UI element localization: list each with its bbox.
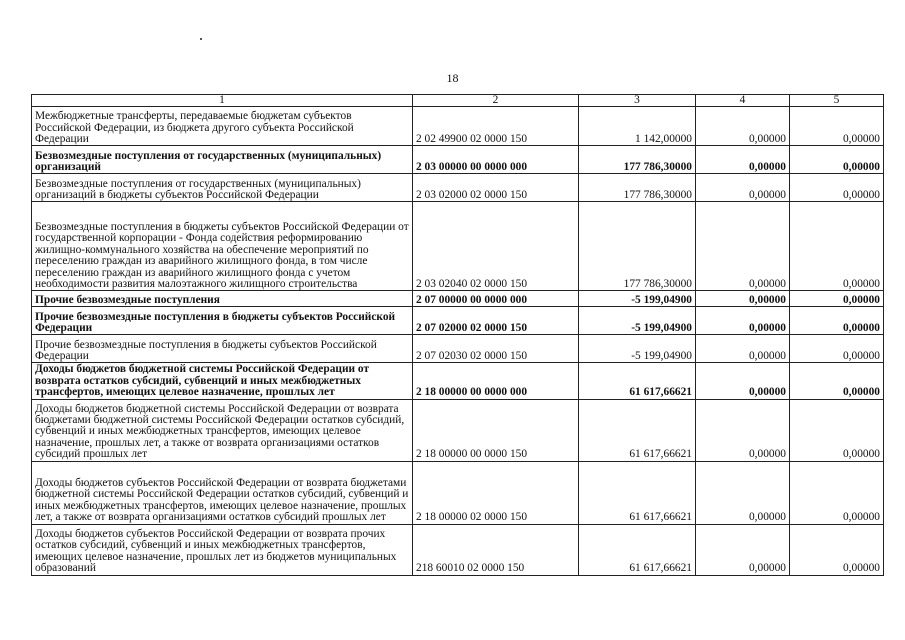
revenue-name-cell: Прочие безвозмездные поступления [32, 291, 413, 307]
page-number: 18 [446, 71, 459, 85]
budget-code-cell: 2 18 00000 00 0000 150 [413, 399, 579, 461]
amount-cell: 0,00000 [696, 335, 790, 363]
amount-cell: 0,00000 [790, 146, 884, 174]
table-row [32, 363, 884, 399]
amount-cell: 0,00000 [790, 291, 884, 307]
amount-cell: 0,00000 [790, 524, 884, 575]
amount-cell: 0,00000 [696, 399, 790, 461]
amount-cell: 177 786,30000 [579, 202, 696, 291]
budget-code-cell: 2 07 02030 02 0000 150 [413, 335, 579, 363]
amount-cell: 0,00000 [696, 461, 790, 524]
amount-cell: 61 617,66621 [579, 461, 696, 524]
table-header-row [32, 95, 884, 107]
amount-cell: 61 617,66621 [579, 363, 696, 399]
revenue-name-cell: Безвозмездные поступления от государственных (муниципальных) организаций [32, 146, 413, 174]
amount-cell: 0,00000 [790, 202, 884, 291]
table-row [32, 202, 884, 291]
revenue-name-cell: Доходы бюджетов бюджетной системы Российской Федерации от возврата бюджетами бюджетной системы Российской Федерации остатков субсидий, субвенций и иных межбюджетных трансфертов, имеющих целевое назначение, прошлых лет, а также от возврата организациями остатков субсидий прошлых лет [32, 399, 413, 461]
table-row [32, 307, 884, 335]
column-header: 3 [579, 95, 696, 107]
amount-cell: 177 786,30000 [579, 174, 696, 202]
budget-code-cell: 2 18 00000 00 0000 000 [413, 363, 579, 399]
revenue-name-cell: Прочие безвозмездные поступления в бюджеты субъектов Российской Федерации [32, 307, 413, 335]
budget-code-cell: 2 07 02000 02 0000 150 [413, 307, 579, 335]
amount-cell: 61 617,66621 [579, 524, 696, 575]
revenue-name-cell: Доходы бюджетов субъектов Российской Федерации от возврата бюджетами бюджетной системы Российской Федерации остатков субсидий, субвенций и иных межбюджетных трансфертов, имеющих целевое назначение, прошлых лет, а также от возврата организациями остатков субсидий прошлых лет [32, 461, 413, 524]
budget-code-cell: 2 03 02000 02 0000 150 [413, 174, 579, 202]
budget-revenue-table [31, 94, 884, 576]
amount-cell: 0,00000 [696, 146, 790, 174]
budget-code-cell: 2 18 00000 02 0000 150 [413, 461, 579, 524]
amount-cell: 0,00000 [790, 307, 884, 335]
amount-cell: -5 199,04900 [579, 307, 696, 335]
table-row [32, 524, 884, 575]
budget-code-cell: 2 07 00000 00 0000 000 [413, 291, 579, 307]
column-header: 2 [413, 95, 579, 107]
budget-code-cell: 2 03 02040 02 0000 150 [413, 202, 579, 291]
amount-cell: 0,00000 [790, 461, 884, 524]
amount-cell: 0,00000 [790, 107, 884, 146]
column-header: 4 [696, 95, 790, 107]
amount-cell: 177 786,30000 [579, 146, 696, 174]
amount-cell: -5 199,04900 [579, 291, 696, 307]
revenue-name-cell: Доходы бюджетов бюджетной системы Российской Федерации от возврата остатков субсидий, субвенций и иных межбюджетных трансфертов, имеющих целевое назначение, прошлых лет [32, 363, 413, 399]
amount-cell: 0,00000 [790, 335, 884, 363]
amount-cell: 1 142,00000 [579, 107, 696, 146]
amount-cell: 0,00000 [790, 174, 884, 202]
amount-cell: 0,00000 [790, 363, 884, 399]
table-row [32, 291, 884, 307]
amount-cell: 0,00000 [696, 202, 790, 291]
budget-code-cell: 2 03 00000 00 0000 000 [413, 146, 579, 174]
table-row [32, 107, 884, 146]
amount-cell: 0,00000 [696, 307, 790, 335]
budget-code-cell: 2 02 49900 02 0000 150 [413, 107, 579, 146]
amount-cell: 61 617,66621 [579, 399, 696, 461]
column-header: 5 [790, 95, 884, 107]
revenue-name-cell: Прочие безвозмездные поступления в бюджеты субъектов Российской Федерации [32, 335, 413, 363]
amount-cell: 0,00000 [696, 524, 790, 575]
revenue-name-cell: Безвозмездные поступления от государственных (муниципальных) организаций в бюджеты субъектов Российской Федерации [32, 174, 413, 202]
table-row [32, 174, 884, 202]
column-header: 1 [32, 95, 413, 107]
table-row [32, 461, 884, 524]
revenue-name-cell: Межбюджетные трансферты, передаваемые бюджетам субъектов Российской Федерации, из бюджета другого субъекта Российской Федерации [32, 107, 413, 146]
budget-code-cell: 218 60010 02 0000 150 [413, 524, 579, 575]
table-row [32, 399, 884, 461]
amount-cell: 0,00000 [696, 174, 790, 202]
revenue-name-cell: Доходы бюджетов субъектов Российской Федерации от возврата прочих остатков субсидий, субвенций и иных межбюджетных трансфертов, имеющих целевое назначение, прошлых лет из бюджетов муниципальных образований [32, 524, 413, 575]
amount-cell: 0,00000 [696, 363, 790, 399]
revenue-name-cell: Безвозмездные поступления в бюджеты субъектов Российской Федерации от государственной корпорации - Фонда содействия реформированию жилищно-коммунального хозяйства на обеспечение мероприятий по переселению граждан из аварийного жилищного фонда, в том числе переселению граждан из аварийного жилищного фонда с учетом необходимости развития малоэтажного жилищного строительства [32, 202, 413, 291]
scan-speck [200, 38, 202, 40]
amount-cell: 0,00000 [696, 291, 790, 307]
table-row [32, 146, 884, 174]
amount-cell: -5 199,04900 [579, 335, 696, 363]
table-row [32, 335, 884, 363]
amount-cell: 0,00000 [790, 399, 884, 461]
amount-cell: 0,00000 [696, 107, 790, 146]
